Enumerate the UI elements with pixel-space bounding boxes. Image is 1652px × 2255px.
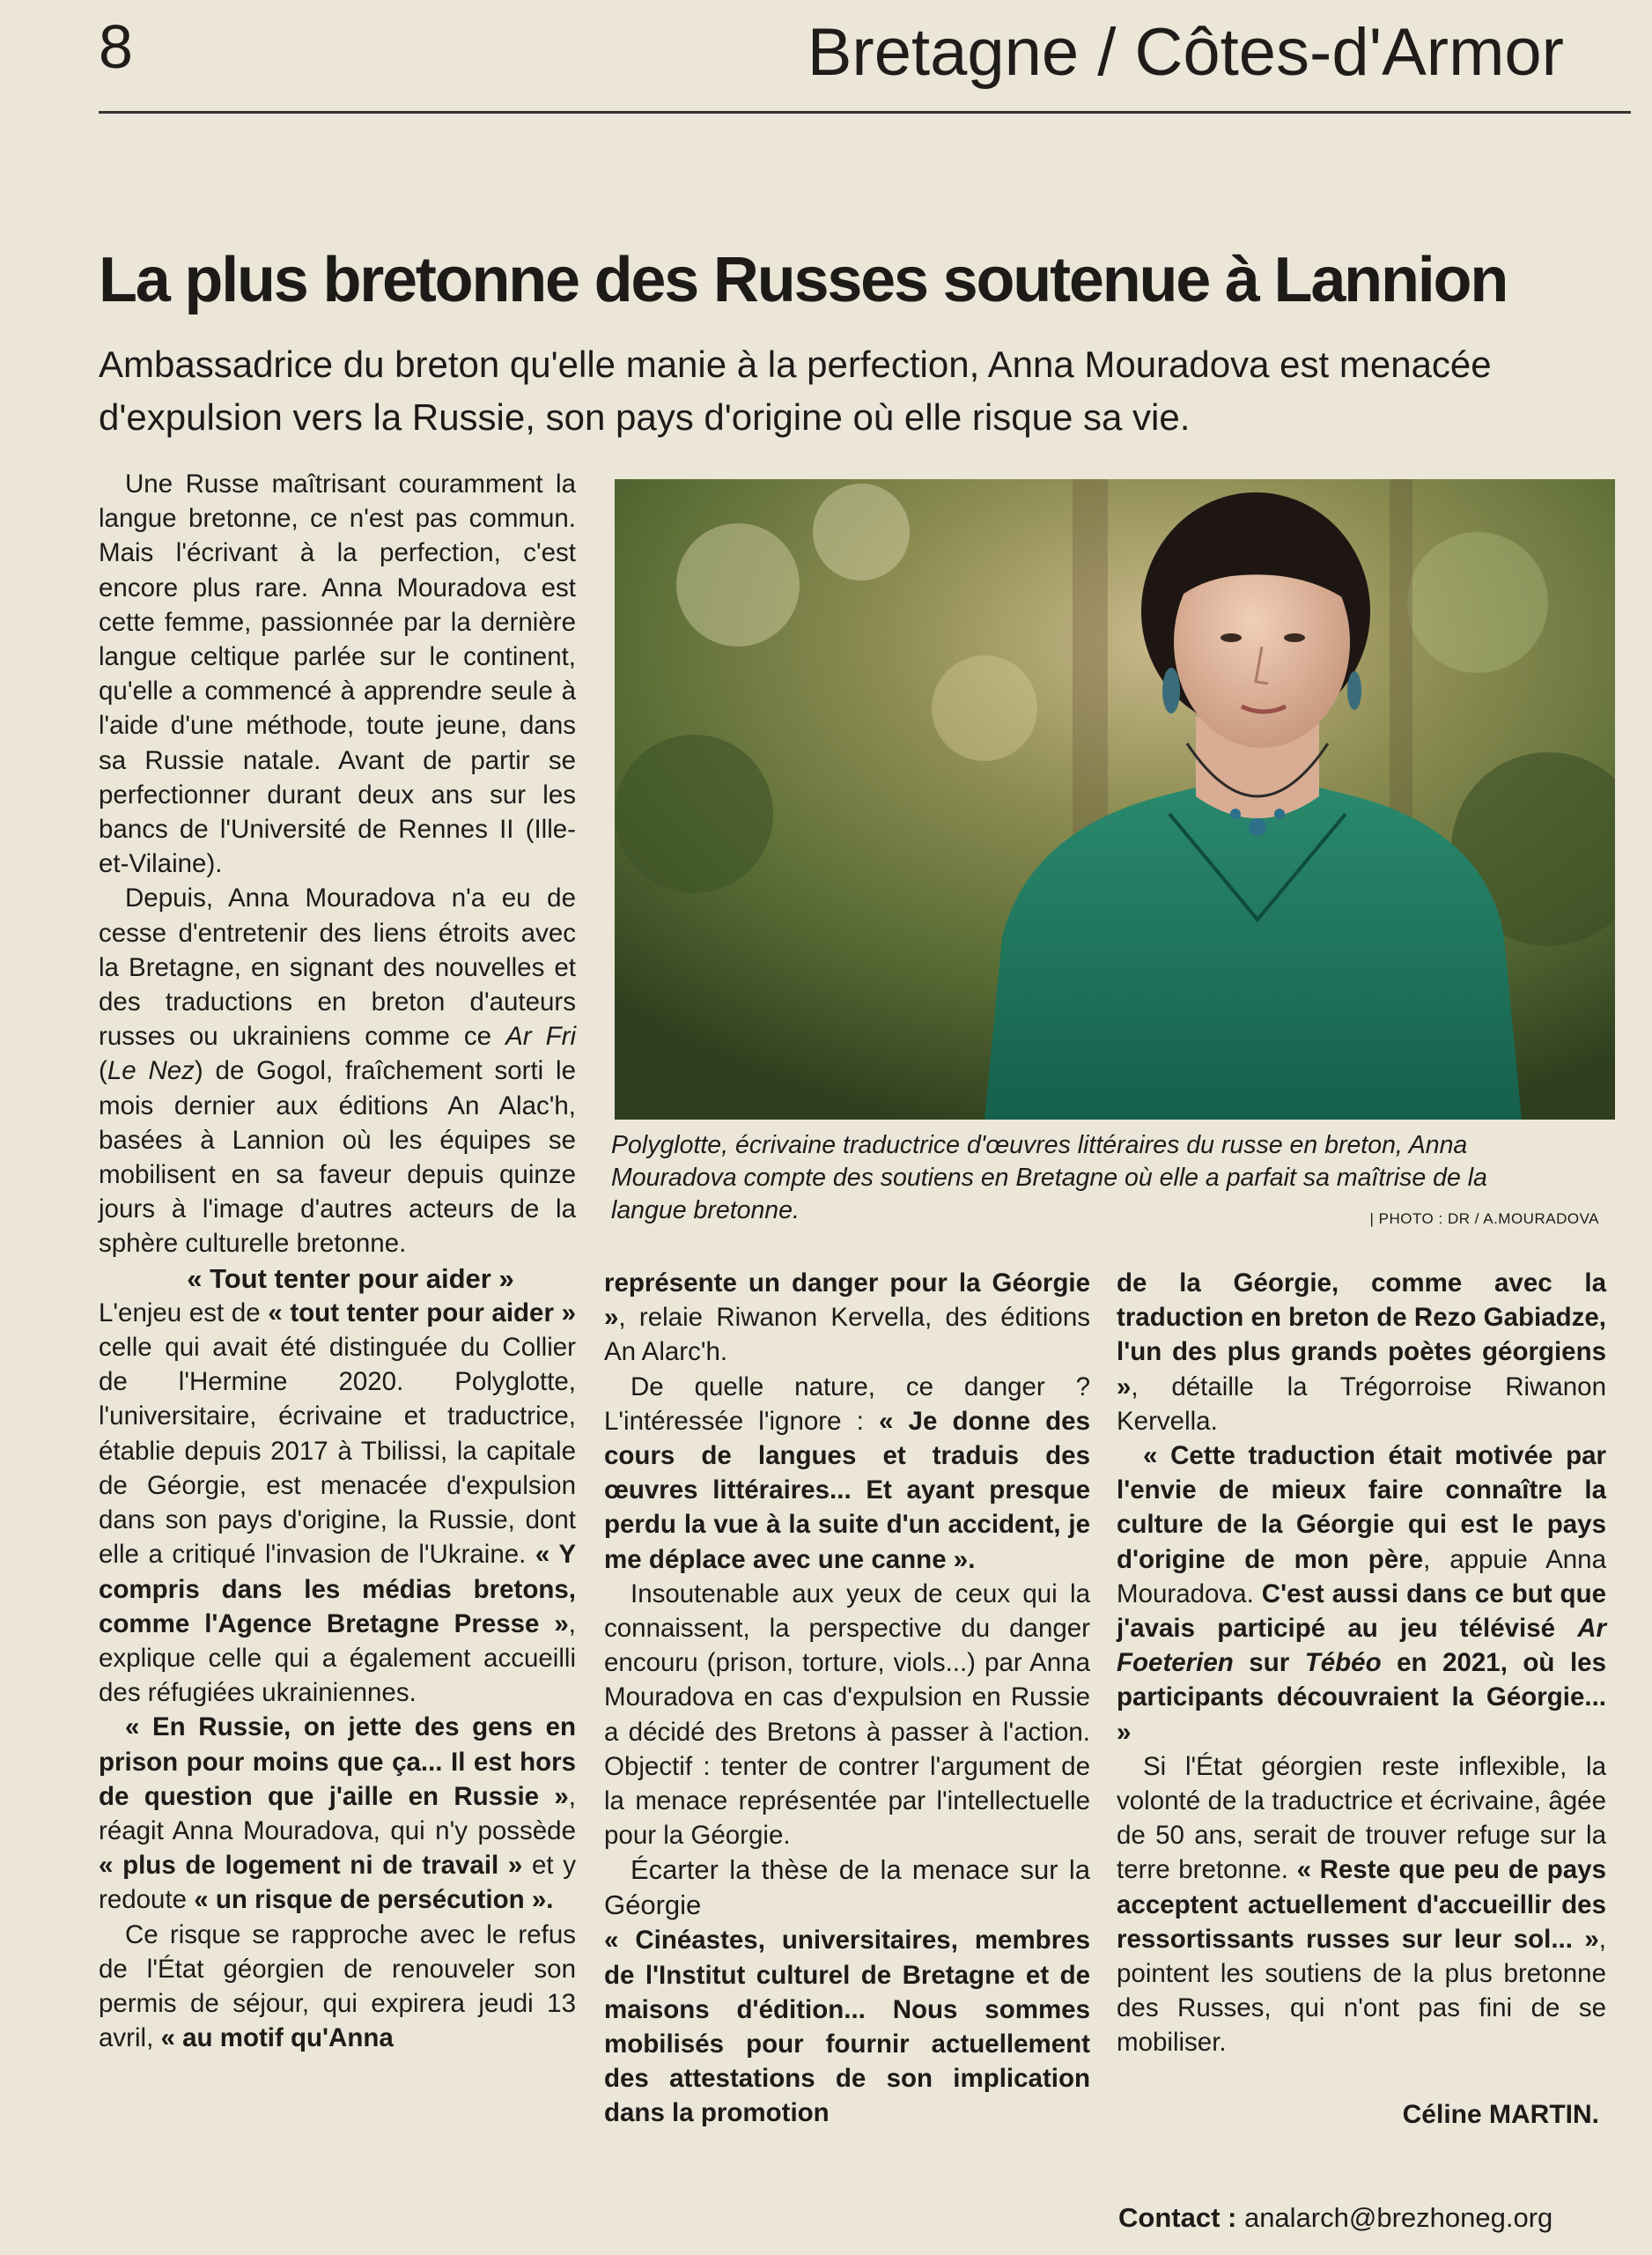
paragraph: Insoutenable aux yeux de ceux qui la connaissent, la perspective du danger encouru (prison, torture, viols...) par Anna Mouradova en cas d'expulsion en Russie a décidé des Bretons à passer à l'action. Objectif : tenter de contrer l'argument de la menace représentée par l'intellectuelle pour la Géorgie. [604, 1578, 1090, 1851]
page-number: 8 [99, 12, 133, 81]
article-standfirst: Ambassadrice du breton qu'elle manie à la perfection, Anna Mouradova est menacée d'expulsion vers la Russie, son pays d'origine où elle risque sa vie. [99, 344, 1492, 438]
paragraph: De quelle nature, ce danger ? L'intéressée l'ignore : « Je donne des cours de langues et traduis des œuvres littéraires... Et ayant presque perdu la vue à la suite d'un accident, je me déplace avec une canne ». [604, 1371, 1090, 1574]
contact-email: analarch@brezhoneg.org [1243, 2202, 1553, 2233]
tv-channel: Tébéo [1304, 1648, 1382, 1678]
photo-caption: Polyglotte, écrivaine traductrice d'œuvres littéraires du russe en breton, Anna Mouradova compte des soutiens en Bretagne où elle a parfait sa maîtrise de la langue bretonne. [611, 1131, 1487, 1224]
paragraph: Ce risque se rapproche avec le refus de l'État géorgien de renouveler son permis de séjour, qui expirera jeudi 13 avril, « au motif qu'Anna [99, 1919, 576, 2053]
article-column-2 [604, 1266, 1090, 2131]
paragraph: de la Géorgie, comme avec la traduction en breton de Rezo Gabiadze, l'un des plus grands poètes géorgiens », détaille la Trégorroise Riwanon Kervella. [1117, 1268, 1606, 1436]
paragraph: « En Russie, on jette des gens en prison pour moins que ça... Il est hors de question que j'aille en Russie », réagit Anna Mouradova, qui n'y possède « plus de logement ni de travail » et y redoute « un risque de persécution ». [99, 1712, 576, 1915]
paragraph: « Cinéastes, universitaires, membres de l'Institut culturel de Bretagne et de maisons d'édition... Nous sommes mobilisés pour fournir actuellement des attestations de son implication dans la promotion [604, 1926, 1090, 2128]
paragraph: Une Russe maîtrisant couramment la langue bretonne, ce n'est pas commun. Mais l'écrivant à la perfection, c'est encore plus rare. Anna Mouradova est cette femme, passionnée par la dernière langue celtique parlée sur le continent, qu'elle a commencé à apprendre seule à l'aide d'une méthode, toute jeune, dans sa Russie natale. Avant de partir se perfectionner durant deux ans sur les bancs de l'Université de Rennes II (Ille-et-Vilaine). [99, 469, 576, 879]
article-headline: La plus bretonne des Russes soutenue à Lannion [99, 245, 1508, 315]
paragraph: représente un danger pour la Géorgie », relaie Riwanon Kervella, des éditions An Alarc'h. [604, 1268, 1090, 1367]
portrait-illustration [615, 479, 1615, 1120]
paragraph: « Cette traduction était motivée par l'envie de mieux faire connaître la culture de la Géorgie qui est le pays d'origine de mon père, appuie Anna Mouradova. C'est aussi dans ce but que j'avais participé au jeu télévisé Ar Foeterien sur Tébéo en 2021, où les participants découvraient la Géorgie... » [1117, 1441, 1606, 1747]
section-title: Bretagne / Côtes-d'Armor [807, 15, 1564, 90]
photo-credit: | PHOTO : DR / A.MOURADOVA [1369, 1210, 1599, 1227]
paragraph: L'enjeu est de « tout tenter pour aider » celle qui avait été distinguée du Collier de l'Hermine 2020. Polyglotte, l'universitaire, écrivaine et traductrice, établie depuis 2017 à Tbilissi, la capitale de Géorgie, est menacée d'expulsion dans son pays d'origine, la Russie, dont elle a critiqué l'invasion de l'Ukraine. « Y compris dans les médias bretons, comme l'Agence Bretagne Presse », explique celle qui a également accueilli des réfugiées ukrainiennes. [99, 1298, 576, 1708]
portrait-photo [615, 479, 1615, 1120]
subheading: Écarter la thèse de la menace sur la Géorgie [604, 1854, 1090, 1921]
intertitle: « Tout tenter pour aider » [187, 1262, 514, 1294]
paragraph: Depuis, Anna Mouradova n'a eu de cesse d'entretenir des liens étroits avec la Bretagne, en signant des nouvelles et des traductions en breton d'auteurs russes ou ukrainiens comme ce Ar Fri (Le Nez) de Gogol, fraîchement sorti le mois dernier aux éditions An Alac'h, basées à Lannion où les équipes se mobilisent en sa faveur depuis quinze jours à l'image d'autres acteurs de la sphère culturelle bretonne. [99, 884, 577, 1259]
book-title: Ar Fri [505, 1022, 577, 1052]
paragraph: Si l'État géorgien reste inflexible, la volonté de la traductrice et écrivaine, âgée de 50 ans, serait de trouver refuge sur la terre bretonne. « Reste que peu de pays acceptent actuellement d'accueillir des ressortissants russes sur leur sol... », pointent les soutiens de la plus bretonne des Russes, qui n'ont pas fini de se mobiliser. [1117, 1751, 1606, 2058]
article-column-1 [99, 467, 576, 2055]
header-rule [99, 111, 1631, 114]
book-title-translation: Le Nez [107, 1056, 195, 1086]
contact-line: Contact : analarch@brezhoneg.org [1118, 2202, 1553, 2233]
article-column-3 [1117, 1266, 1606, 2060]
tv-show-title: Ar Foeterien [1117, 1614, 1606, 1678]
author-signature: Céline MARTIN. [1402, 2100, 1599, 2129]
